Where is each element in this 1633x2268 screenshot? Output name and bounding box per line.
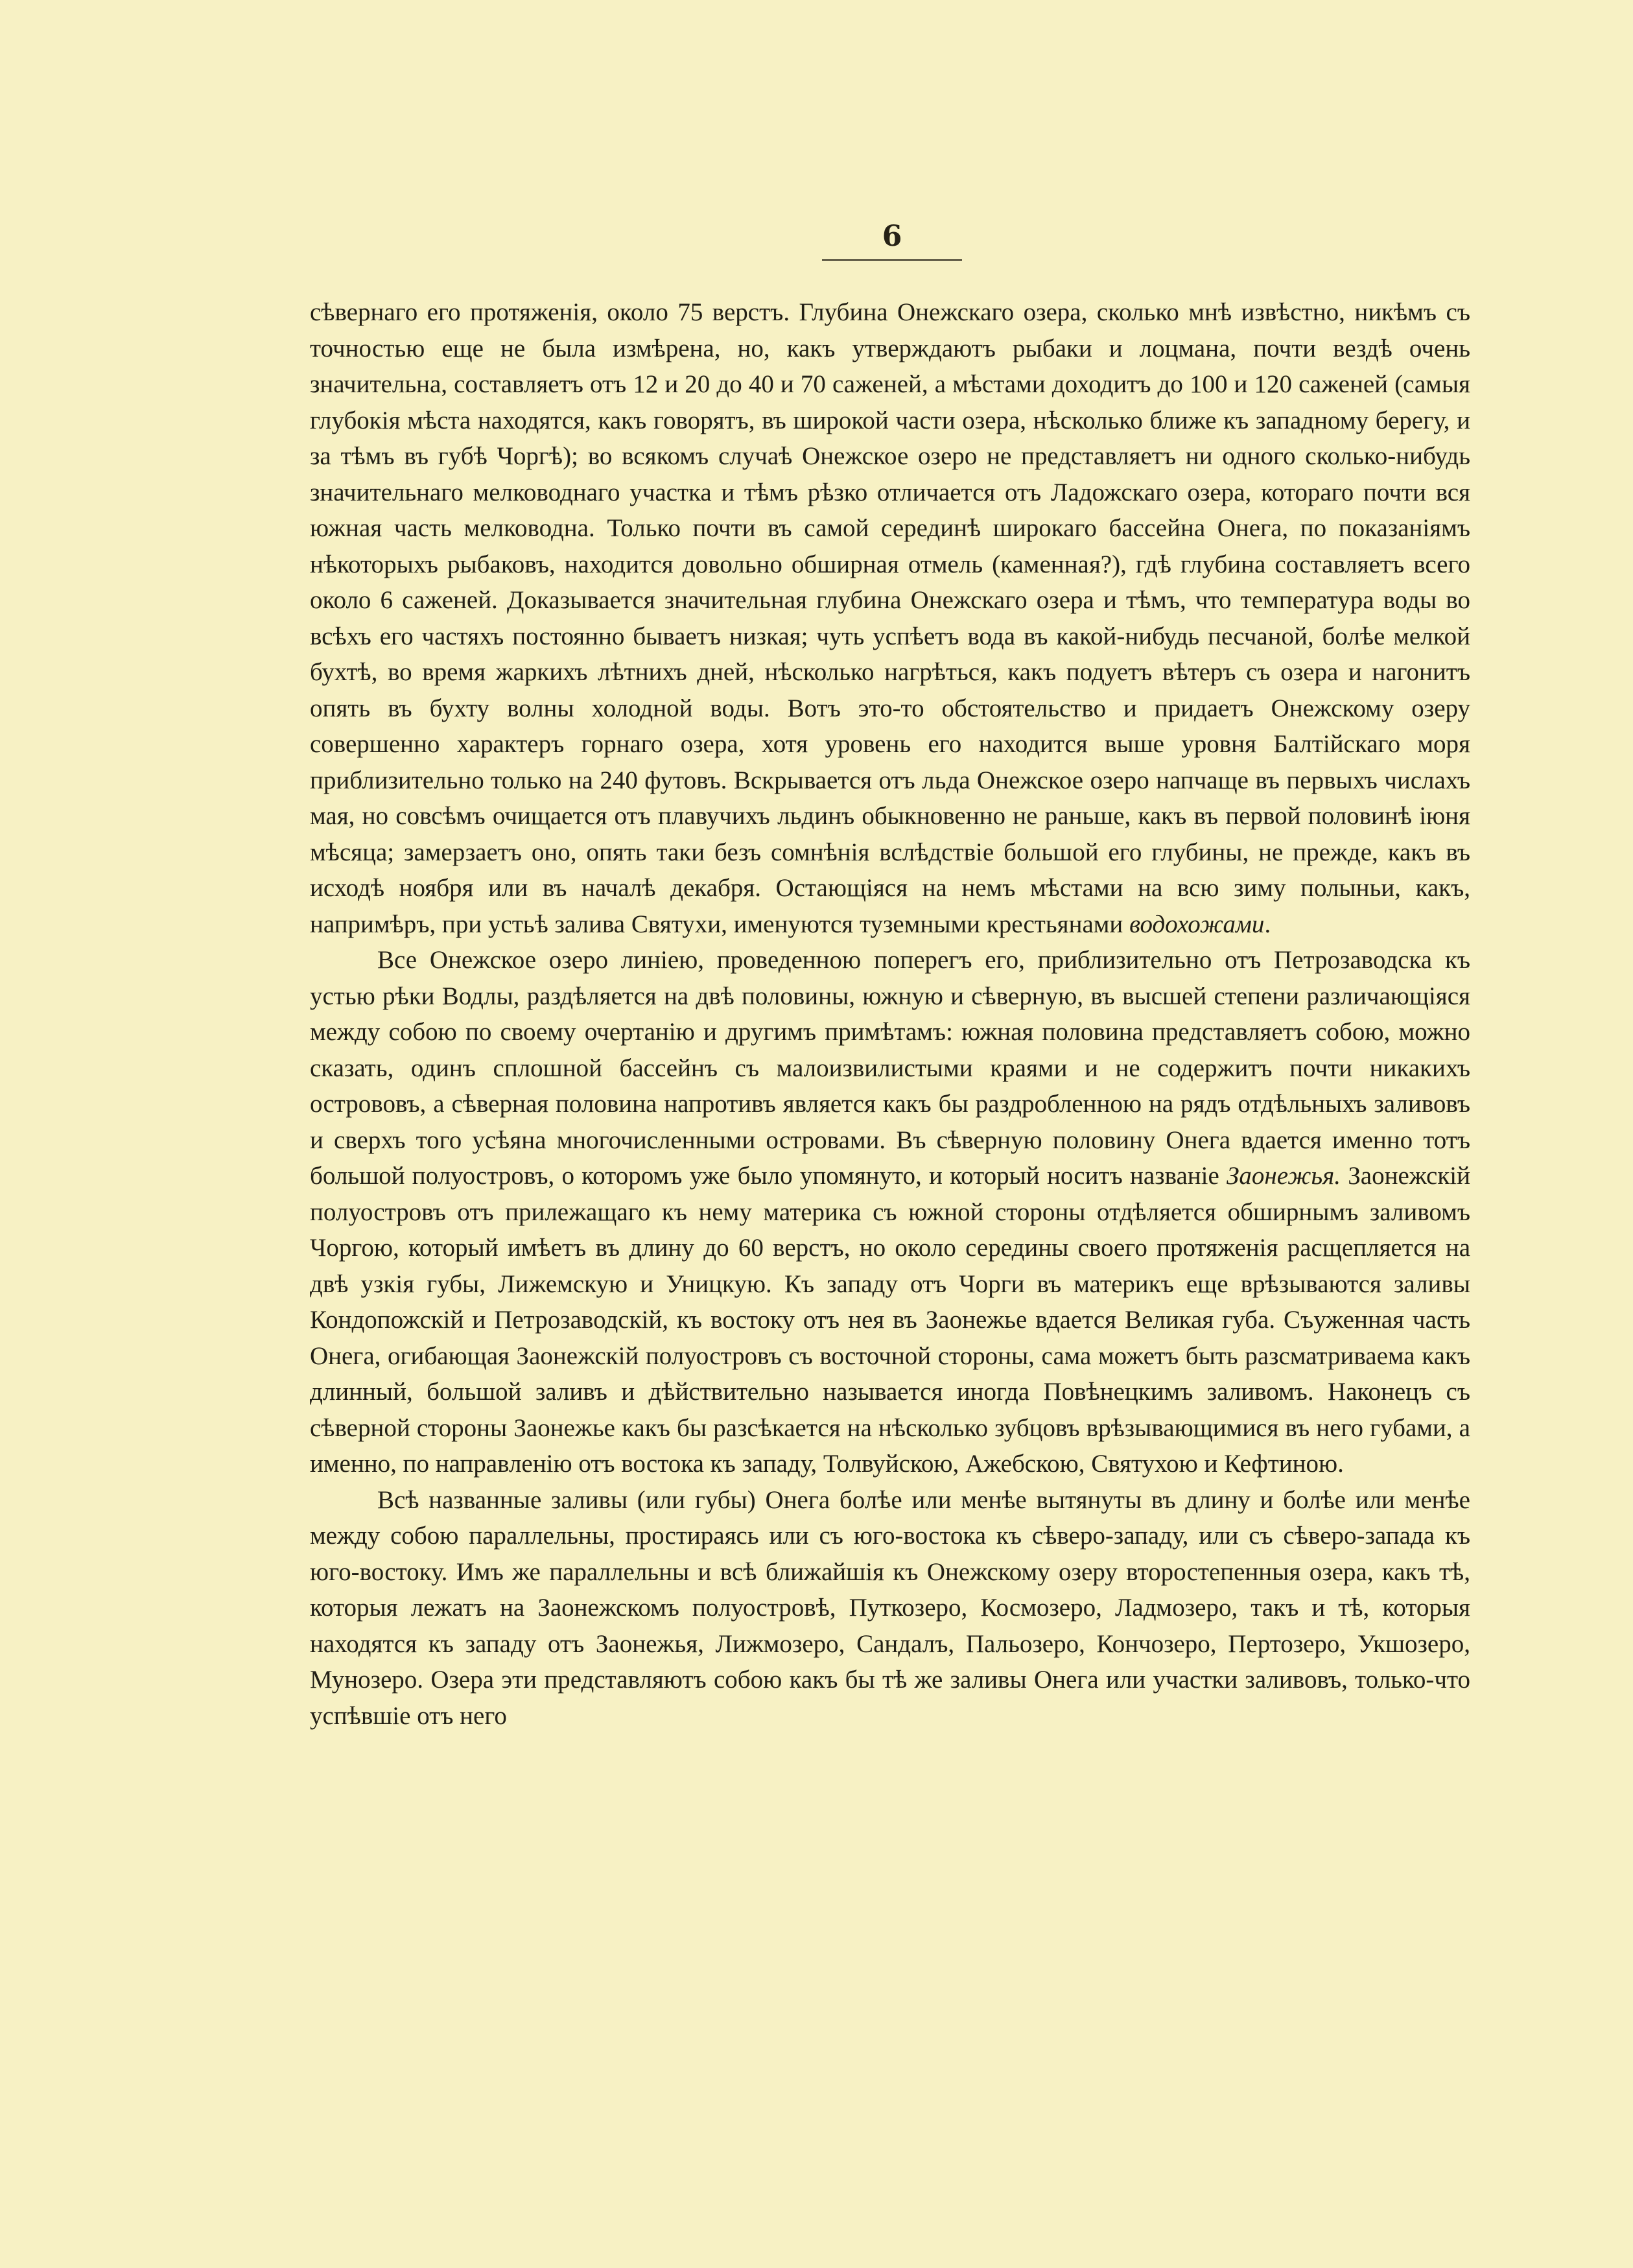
paragraph-3: [310, 1482, 1470, 1734]
paragraph-1-text: сѣвернаго его протяженія, около 75 верстъ. Глубина Онежскаго озера, сколько мнѣ извѣстно, никѣмъ съ точностью еще не была измѣрена, но, какъ утверждаютъ рыбаки и лоцмана, почти вездѣ очень значительна, составляетъ отъ 12 и 20 до 40 и 70 саженей, а мѣстами доходитъ до 100 и 120 саженей (самыя глубокія мѣста находятся, какъ говорятъ, въ широкой части озера, нѣсколько ближе къ западному берегу, и за тѣмъ въ губѣ Чоргѣ); во всякомъ случаѣ Онежское озеро не представляетъ ни одного сколько-нибудь значительнаго мелководнаго участка и тѣмъ рѣзко отличается отъ Ладожскаго озера, котораго почти вся южная часть мелководна. Только почти въ самой серединѣ широкаго бассейна Онега, по показаніямъ нѣкоторыхъ рыбаковъ, находится довольно обширная отмель (каменная?), гдѣ глубина составляетъ всего около 6 саженей. Доказывается значительная глубина Онежскаго озера и тѣмъ, что температура воды во всѣхъ его частяхъ постоянно бываетъ низкая; чуть успѣетъ вода въ какой-нибудь песчаной, болѣе мелкой бухтѣ, во время жаркихъ лѣтнихъ дней, нѣсколько нагрѣться, какъ подуетъ вѣтеръ съ озера и нагонитъ опять въ бухту волны холодной воды. Вотъ это-то обстоятельство и придаетъ Онежскому озеру совершенно характеръ горнаго озера, хотя уровень его находится выше уровня Балтійскаго моря приблизительно только на 240 футовъ. Вскрывается отъ льда Онежское озеро напчаще въ первыхъ числахъ мая, но совсѣмъ очищается отъ плавучихъ льдинъ обыкновенно не раньше, какъ въ первой половинѣ іюня мѣсяца; замерзаетъ оно, опять таки безъ сомнѣнія вслѣдствіе большой его глубины, не прежде, какъ въ исходѣ ноября или въ началѣ декабря. Остающіяся на немъ мѣстами на всю зиму полыньи, какъ, напримѣръ, при устьѣ залива Святухи, именуются туземными крестьянами: [310, 298, 1470, 938]
paragraph-3-text: Всѣ названные заливы (или губы) Онега болѣе или менѣе вытянуты въ длину и болѣе или менѣе между собою параллельны, простираясь или съ юго-востока къ сѣверо-западу, или съ сѣверо-запада къ юго-востоку. Имъ же параллельны и всѣ ближайшія къ Онежскому озеру второстепенныя озера, какъ тѣ, которыя лежатъ на Заонежскомъ полуостровѣ, Путкозеро, Космозеро, Ладмозеро, такъ и тѣ, которыя находятся къ западу отъ Заонежья, Лижмозеро, Сандалъ, Пальозеро, Кончозеро, Пертозеро, Укшозеро, Мунозеро. Озера эти представляютъ собою какъ бы тѣ же заливы Онега или участки заливовъ, только-что успѣвшіе отъ него: [310, 1485, 1470, 1730]
paragraph-2-text: Все Онежское озеро линіею, проведенною поперегъ его, приблизительно отъ Петрозаводска къ устью рѣки Водлы, раздѣляется на двѣ половины, южную и сѣверную, въ высшей степени различающіяся между собою по своему очертанію и другимъ примѣтамъ: южная половина представляетъ собою, можно сказать, одинъ сплошной бассейнъ съ малоизвилистыми краями и не содержитъ почти никакихъ острововъ, а сѣверная половина напротивъ является какъ бы раздробленною на рядъ отдѣльныхъ заливовъ и сверхъ того усѣяна многочисленными островами. Въ сѣверную половину Онега вдается именно тотъ большой полуостровъ, о которомъ уже было упомянуто, и который носитъ названіе: [310, 946, 1470, 1190]
paragraph-1-end: .: [1264, 910, 1271, 938]
paragraph-2-italic-term: Заонежья.: [1227, 1162, 1341, 1190]
paragraph-1-italic-term: водохожами: [1129, 910, 1265, 938]
paragraph-2: [310, 942, 1470, 1482]
paragraph-2-end: Заонежскій полуостровъ отъ прилежащаго къ нему материка съ южной стороны отдѣляется обширнымъ заливомъ Чоргою, который имѣетъ въ длину до 60 верстъ, но около середины своего протяженія расщепляется на двѣ узкія губы, Лижемскую и Уницкую. Къ западу отъ Чорги въ материкъ еще врѣзываются заливы Кондопожскій и Петрозаводскій, къ востоку отъ нея въ Заонежье вдается Великая губа. Съуженная часть Онега, огибающая Заонежскій полуостровъ съ восточной стороны, сама можетъ быть разсматриваема какъ длинный, большой заливъ и дѣйствительно называется иногда Повѣнецкимъ заливомъ. Наконецъ съ сѣверной стороны Заонежье какъ бы разсѣкается на нѣсколько зубцовъ врѣзывающимися въ него губами, а именно, по направленію отъ востока къ западу, Толвуйскою, Ажебскою, Святухою и Кефтиною.: [310, 1162, 1470, 1478]
page-number: 6: [882, 220, 902, 253]
paragraph-1: [310, 294, 1470, 942]
header-rule: [822, 259, 962, 261]
body-text: [310, 294, 1470, 1734]
